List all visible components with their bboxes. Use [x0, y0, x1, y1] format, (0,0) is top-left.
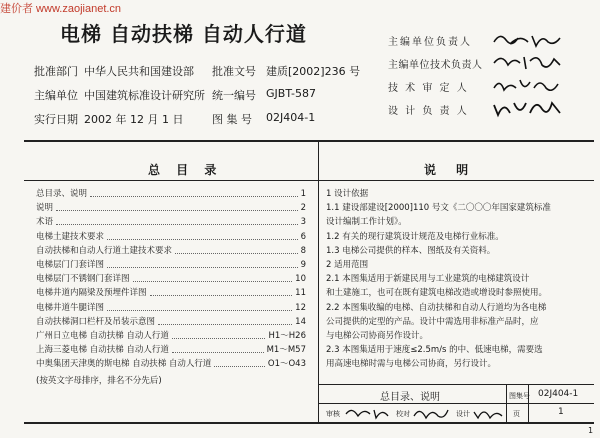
signature-designer [490, 97, 570, 119]
toc-row-page: 3 [300, 217, 306, 228]
toc-row [36, 272, 306, 286]
description-line: 2.2 本图集收编的电梯、自动扶梯和自动人行道均为各电梯 [326, 302, 547, 313]
signature-check [412, 404, 452, 422]
description-line: 公司提供的定型的产品。设计中需选用非标准产品时，应 [326, 316, 539, 327]
description-line: 2 适用范围 [326, 260, 369, 270]
description-line: 和土建施工，也可在既有建筑电梯改造或增设时参照使用。 [326, 288, 548, 299]
toc-row-page: 12 [295, 302, 306, 313]
toc-row-leader [150, 295, 292, 296]
toc-row-label: 自动扶梯洞口栏杆及吊装示意图 [36, 316, 156, 327]
signature-chief [490, 28, 570, 50]
toc-row [36, 258, 306, 272]
sheet-title: 总目录、说明 [380, 392, 440, 403]
editor-value: 中国建筑标准设计研究所 [84, 89, 205, 102]
toc-row-leader [172, 338, 265, 339]
toc-row-page: 1 [300, 189, 306, 199]
description-heading: 说 明 [424, 163, 477, 177]
toc-heading: 总 目 录 [148, 163, 223, 177]
description-line: 用高速电梯时需与电梯公司协商，另行设计。 [326, 359, 497, 370]
toc-row-page: H1～H26 [268, 331, 306, 341]
toc-row-label: 电梯层门不锈钢门套详图 [36, 274, 130, 285]
description-line: 与电梯公司协商另作设计。 [326, 331, 429, 341]
toc-row-leader [133, 281, 292, 282]
toc-row-label: 广州日立电梯 自动扶梯 自动人行道 [36, 331, 169, 341]
tb-page-value: 1 [558, 407, 564, 417]
sig-label-tech-chief: 主编单位技术负责人 [388, 60, 483, 71]
toc-row-label: 自动扶梯和自动人行道土建技术要求 [36, 245, 173, 256]
toc-row-label: 上海三菱电梯 自动扶梯 自动人行道 [36, 345, 169, 356]
approve-doc-label: 批准文号 [212, 65, 256, 78]
description-line: 1 设计依据 [326, 189, 369, 199]
toc-row [36, 244, 306, 258]
toc-row-label: 中奥集团天津奥的斯电梯 自动扶梯 自动人行道 [36, 359, 212, 370]
description-line: 1.3 电梯公司提供的样本、图纸及有关资料。 [326, 245, 496, 256]
code-label: 统一编号 [212, 89, 256, 102]
toc-row-page: 9 [300, 260, 306, 270]
atlas-value: 02J404-1 [266, 111, 316, 124]
toc-row-label: 说明 [36, 203, 54, 214]
description-line: 2.3 本图集适用于速度≤2.5m/s 的中、低速电梯，需要选 [326, 345, 543, 356]
signature-tech-chief [490, 51, 570, 73]
toc-row-leader [175, 253, 298, 254]
tb-atlas-value: 02J404-1 [538, 389, 579, 399]
date-value: 2002 年 12 月 1 日 [84, 113, 184, 126]
toc-row-leader [172, 352, 264, 353]
sig-label-chief: 主编单位负责人 [388, 37, 472, 48]
toc-row-page: M1～M57 [266, 345, 306, 356]
signature-reviewer [490, 74, 570, 96]
tb-page-label: 页 [513, 410, 520, 418]
toc-row-leader [56, 224, 298, 225]
toc-row [36, 215, 306, 229]
sig-label-designer: 设 计 负 责 人 [388, 106, 469, 117]
toc-row [36, 230, 306, 244]
toc-row-leader [107, 267, 298, 268]
toc-row [36, 357, 306, 371]
tb-check-label: 校对 [396, 410, 410, 418]
description-line: 1.1 建设部建设[2000]110 号文《二〇〇〇年国家建筑标准 [326, 203, 551, 214]
editor-label: 主编单位 [34, 89, 78, 102]
toc-row-page: O1～O43 [267, 359, 306, 370]
signature-design [472, 404, 506, 422]
toc-row-leader [214, 366, 265, 367]
toc-row-label: 总目录、说明 [36, 189, 88, 199]
toc-row [36, 286, 306, 300]
date-label: 实行日期 [34, 113, 78, 126]
toc-row-page: 11 [295, 288, 306, 299]
toc-row-page: 14 [295, 316, 306, 327]
watermark: 建价者 www.zaojianet.cn [0, 3, 122, 15]
toc-row-page: 8 [300, 245, 306, 256]
toc-row-leader [90, 196, 298, 197]
toc-note: (按英文字母排序，排名不分先后) [36, 376, 162, 386]
toc-row [36, 301, 306, 315]
toc-row-page: 2 [300, 203, 306, 214]
description-line: 1.2 有关的现行建筑设计规范及电梯行业标准。 [326, 231, 504, 242]
toc-row-leader [56, 210, 298, 211]
toc-row-label: 电梯土建技术要求 [36, 231, 105, 242]
sig-label-reviewer: 技 术 审 定 人 [388, 83, 469, 94]
code-value: GJBT-587 [266, 87, 316, 100]
tb-review-label: 审核 [326, 410, 340, 418]
document-title: 电梯 自动扶梯 自动人行道 [60, 22, 307, 46]
toc-row-page: 6 [300, 231, 306, 242]
toc-row-label: 术语 [36, 217, 54, 228]
toc-row [36, 315, 306, 329]
toc-row-label: 电梯井道内隔梁及预埋件详图 [36, 288, 147, 299]
toc-row [36, 201, 306, 215]
toc-row-page: 10 [295, 274, 306, 285]
tb-design-label: 设计 [456, 410, 470, 418]
toc-row-leader [158, 324, 292, 325]
corner-page-number: 1 [588, 426, 594, 435]
toc-row-leader [107, 239, 298, 240]
toc-row-label: 电梯井道牛腿详图 [36, 302, 105, 313]
description-line: 设计编制工作计划》。 [326, 217, 407, 228]
approve-dept-value: 中华人民共和国建设部 [84, 65, 194, 78]
approve-dept-label: 批准部门 [34, 65, 78, 78]
signature-review [344, 404, 396, 422]
toc-row [36, 329, 306, 343]
tb-atlas-label: 图集号 [509, 392, 530, 400]
toc-row-leader [107, 310, 292, 311]
description-line: 2.1 本图集适用于新建民用与工业建筑的电梯建筑设计 [326, 274, 530, 285]
toc-row [36, 343, 306, 357]
atlas-label: 图 集 号 [212, 113, 252, 126]
approve-doc-value: 建质[2002]236 号 [266, 65, 361, 78]
toc-row [36, 187, 306, 201]
toc-row-label: 电梯层门门套详图 [36, 260, 105, 270]
